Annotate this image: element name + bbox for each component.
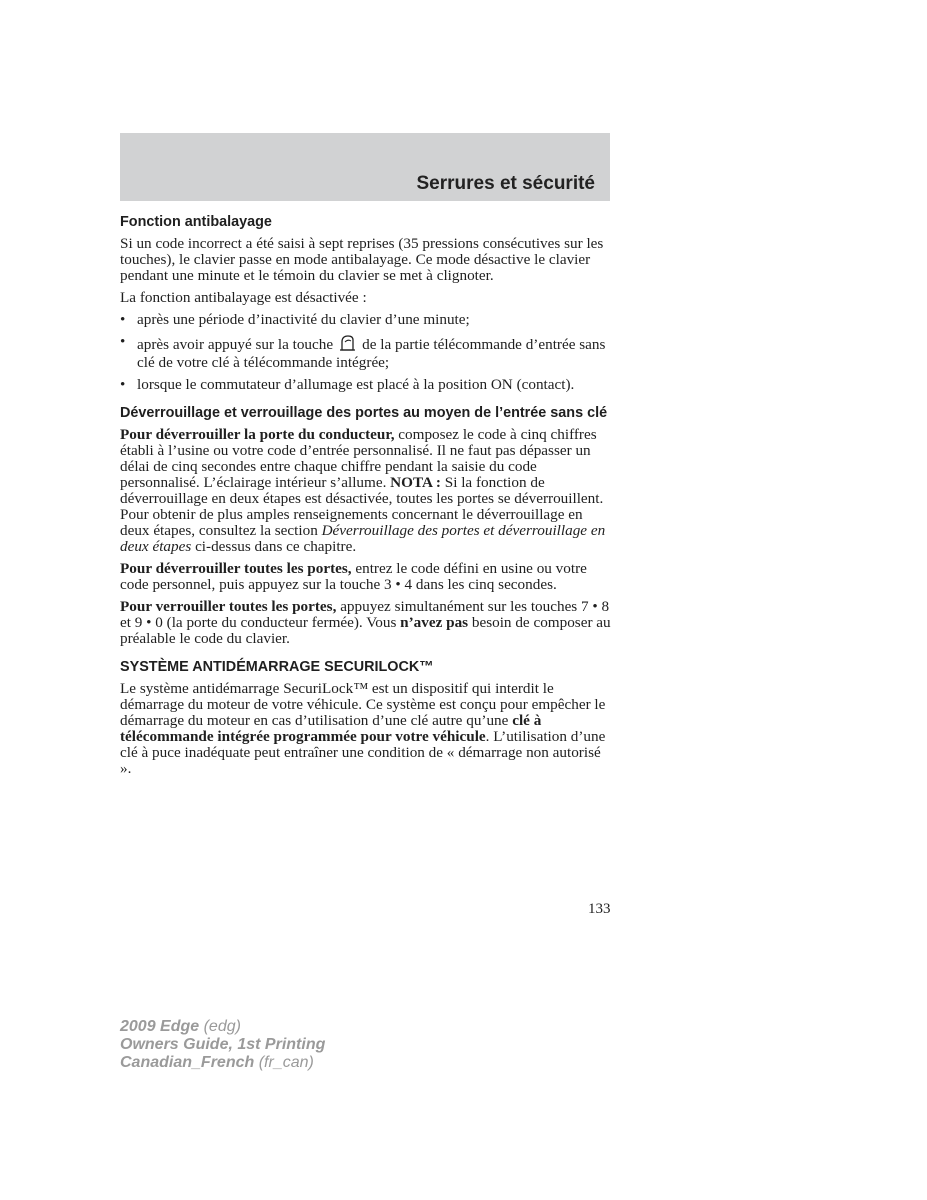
bold-emphasis: n’avez pas	[400, 614, 469, 631]
footer-line	[120, 1054, 325, 1072]
bold-lead: Pour verrouiller toutes les portes,	[120, 598, 337, 615]
text-run: composez le code à cinq chiffres établi à l’usine ou votre code d’entrée personnalisé. Il ne faut pas dépasser un délai de cinq secondes entre chaque chiffre pendant la saisie du code personnalisé. L’éclairage intérieur s’allume.	[120, 426, 597, 491]
paragraph: La fonction antibalayage est désactivée :	[120, 289, 367, 306]
text-run: entrez le code défini en usine ou votre code personnel, puis appuyez sur la touche 3 • 4 dans les cinq secondes.	[120, 560, 587, 593]
nota-label: NOTA :	[390, 474, 441, 491]
text-run: ci-dessus dans ce chapitre.	[191, 538, 357, 555]
heading-antibalayage: Fonction antibalayage	[120, 214, 272, 230]
heading-deverrouillage: Déverrouillage et verrouillage des portes au moyen de l’entrée sans clé	[120, 405, 608, 421]
paragraph	[120, 561, 612, 593]
footer-line	[120, 1018, 325, 1036]
text-run: besoin de composer au préalable le code du clavier.	[120, 614, 611, 647]
section-reference: Déverrouillage des portes et déverrouillage en deux étapes	[120, 522, 606, 555]
bold-emphasis: clé à télécommande intégrée programmée pour votre véhicule	[120, 712, 542, 745]
bullet: •	[120, 376, 126, 393]
footer-line	[120, 1036, 325, 1054]
list-item-text: après une période d’inactivité du clavier d’une minute;	[137, 311, 470, 328]
page-content	[120, 214, 612, 783]
bullet: •	[120, 333, 126, 350]
list-item-text: après avoir appuyé sur la touche	[137, 336, 334, 353]
list-item	[120, 377, 612, 393]
text-run: Si la fonction de déverrouillage en deux étapes est désactivée, toutes les portes se déverrouillent. Pour obtenir de plus amples renseignements concernant le déverrouillage en deux étapes, consultez la section	[120, 474, 604, 539]
paragraph	[120, 599, 612, 647]
bold-lead: Pour déverrouiller toutes les portes,	[120, 560, 352, 577]
bold-lead: Pour déverrouiller la porte du conducteur,	[120, 426, 395, 443]
paragraph	[120, 681, 612, 777]
text-run: . L’utilisation d’une clé à puce inadéquate peut entraîner une condition de « démarrage non autorisé ».	[120, 728, 606, 777]
footer-code: (edg)	[199, 1018, 241, 1035]
print-footer	[120, 1018, 325, 1072]
list-item	[120, 334, 612, 371]
list-item-text: de la partie télécommande d’entrée sans clé de votre clé à télécommande intégrée;	[137, 336, 606, 371]
section-title: Serrures et sécurité	[416, 173, 595, 194]
footer-lang-code: (fr_can)	[254, 1054, 314, 1071]
page-number: 133	[588, 901, 611, 917]
paragraph: Si un code incorrect a été saisi à sept reprises (35 pressions consécutives sur les touches), le clavier passe en mode antibalayage. Ce mode désactive le clavier pendant une minute et le témoin du clavier se met à clignoter.	[120, 235, 604, 284]
bullet-list	[120, 312, 612, 393]
list-item	[120, 312, 612, 328]
bullet: •	[120, 311, 126, 328]
footer-guide: Owners Guide, 1st Printing	[120, 1036, 326, 1053]
text-run: appuyez simultanément sur les touches 7 • 8 et 9 • 0 (la porte du conducteur fermée). Vous	[120, 598, 610, 631]
text-run: Le système antidémarrage SecuriLock™ est un dispositif qui interdit le démarrage du moteur de votre véhicule. Ce système est conçu pour empêcher le démarrage du moteur en cas d’utilisation d’une clé autre qu’une	[120, 680, 606, 729]
paragraph	[120, 427, 612, 555]
heading-securilock: SYSTÈME ANTIDÉMARRAGE SECURILOCK™	[120, 659, 434, 675]
section-header-band	[120, 133, 610, 201]
footer-model: 2009 Edge	[120, 1018, 200, 1035]
list-item-text: lorsque le commutateur d’allumage est placé à la position ON (contact).	[137, 376, 575, 393]
trunk-release-icon	[339, 334, 356, 355]
footer-language: Canadian_French	[120, 1054, 255, 1071]
